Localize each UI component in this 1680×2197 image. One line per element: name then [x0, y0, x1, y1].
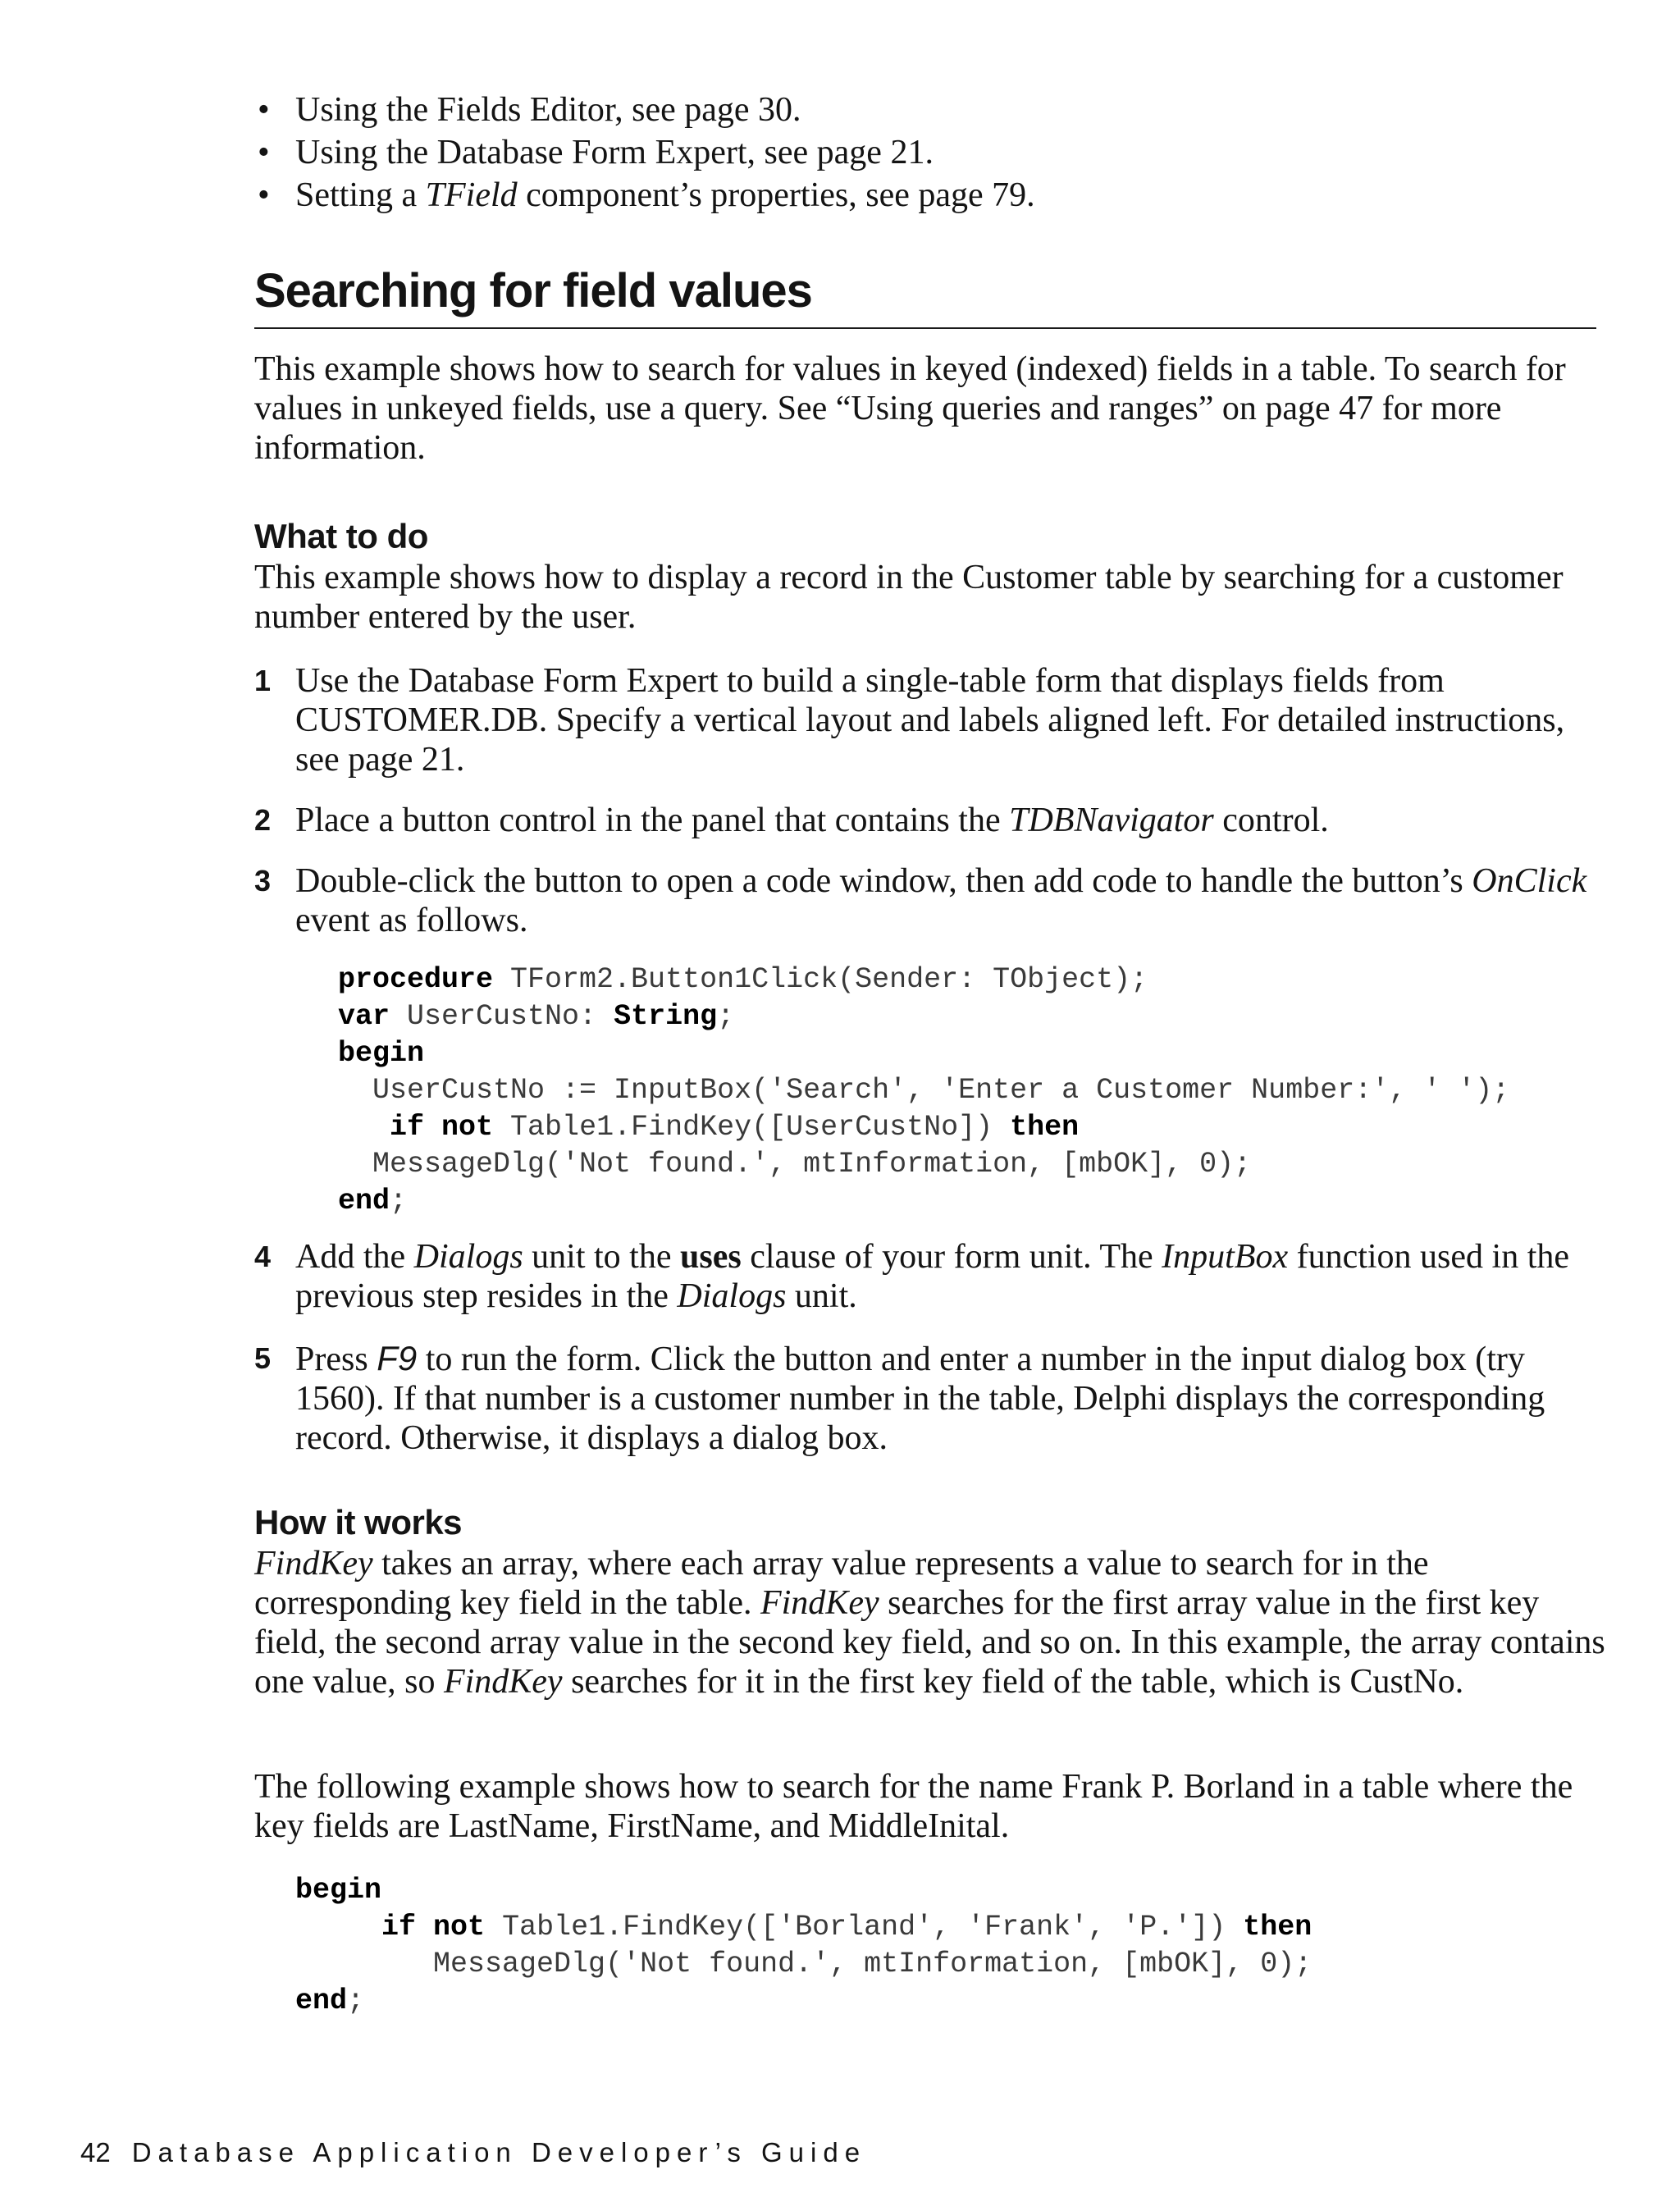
code-block-button-click: [338, 961, 1509, 1220]
step-text: Place a button control in the panel that contains the TDBNavigator control.: [295, 802, 1329, 839]
bullet-icon: •: [258, 134, 270, 171]
code-line: end;: [295, 1985, 365, 2017]
see-also-list: [254, 89, 1600, 217]
step-text: Press F9 to run the form. Click the button and enter a number in the input dialog box (try 1560). If that number is a customer number in the table, Delphi displays the corresponding record. Otherwise, it displays a dialog box.: [295, 1339, 1545, 1457]
code-line: UserCustNo := InputBox('Search', 'Enter a Customer Number:', ' ');: [338, 1074, 1510, 1107]
bullet-icon: •: [258, 176, 270, 214]
bullet-icon: •: [258, 91, 270, 129]
what-to-do-intro: This example shows how to display a record in the Customer table by searching for a customer number entered by the user.: [254, 559, 1564, 636]
key-label: F9: [377, 1339, 418, 1377]
step-3: [254, 861, 1608, 940]
step-2: [254, 801, 1608, 840]
section-intro: This example shows how to search for values in keyed (indexed) fields in a table. To search for values in unkeyed fields, use a query. See “Using queries and ranges” on page 47 for more information.: [254, 350, 1566, 467]
step-number: 4: [254, 1240, 272, 1273]
list-item: • Setting a TField component’s properties, see page 79.: [254, 174, 1600, 217]
how-it-works-paragraph: FindKey takes an array, where each array value represents a value to search for in the corresponding key field in the table. FindKey searches for the first array value in the first key field, the second array value in the second key field, and so on. In this example, the array contains one value, so FindKey searches for it in the first key field of the table, which is CustNo.: [254, 1545, 1605, 1701]
step-text: Add the Dialogs unit to the uses clause of your form unit. The InputBox function used in the previous step resides in the Dialogs unit.: [295, 1238, 1570, 1315]
subheading-how-it-works: How it works: [254, 1503, 463, 1542]
book-title: Database Application Developer’s Guide: [131, 2137, 867, 2167]
example-intro-paragraph: The following example shows how to search for the name Frank P. Borland in a table where the key fields are LastName, FirstName, and MiddleInital.: [254, 1768, 1573, 1845]
page-footer: [80, 2136, 1065, 2169]
code-line: begin: [338, 1037, 425, 1070]
subheading-what-to-do: What to do: [254, 517, 428, 555]
section-title: Searching for field values: [254, 264, 812, 317]
title-rule: [254, 327, 1596, 329]
step-text: Double-click the button to open a code window, then add code to handle the button’s OnClick event as follows.: [295, 862, 1587, 939]
step-number: 1: [254, 664, 272, 697]
step-text: Use the Database Form Expert to build a single-table form that displays fields from CUSTOMER.DB. Specify a vertical layout and labels aligned left. For detailed instructions, see page 21.: [295, 662, 1565, 779]
step-1: [254, 661, 1608, 779]
list-item: • Using the Database Form Expert, see page 21.: [254, 131, 1600, 174]
page-number: 42: [80, 2137, 111, 2167]
code-line: begin: [295, 1874, 382, 1907]
code-line: end;: [338, 1185, 408, 1217]
step-5: [254, 1339, 1608, 1458]
step-4: [254, 1237, 1608, 1316]
code-line: if not Table1.FindKey([UserCustNo]) then: [390, 1111, 1080, 1144]
code-line: var UserCustNo: String;: [338, 1000, 735, 1033]
code-line: if not Table1.FindKey(['Borland', 'Frank', 'P.']) then: [381, 1911, 1312, 1944]
list-item: • Using the Fields Editor, see page 30.: [254, 89, 1600, 131]
code-block-findkey-example: [295, 1872, 1312, 2020]
code-line: MessageDlg('Not found.', mtInformation, [mbOK], 0);: [338, 1148, 1252, 1181]
code-line: MessageDlg('Not found.', mtInformation, [mbOK], 0);: [295, 1948, 1312, 1980]
step-number: 5: [254, 1341, 272, 1375]
code-line: procedure TForm2.Button1Click(Sender: TObject);: [338, 963, 1148, 996]
step-number: 2: [254, 803, 272, 837]
step-number: 3: [254, 864, 272, 898]
